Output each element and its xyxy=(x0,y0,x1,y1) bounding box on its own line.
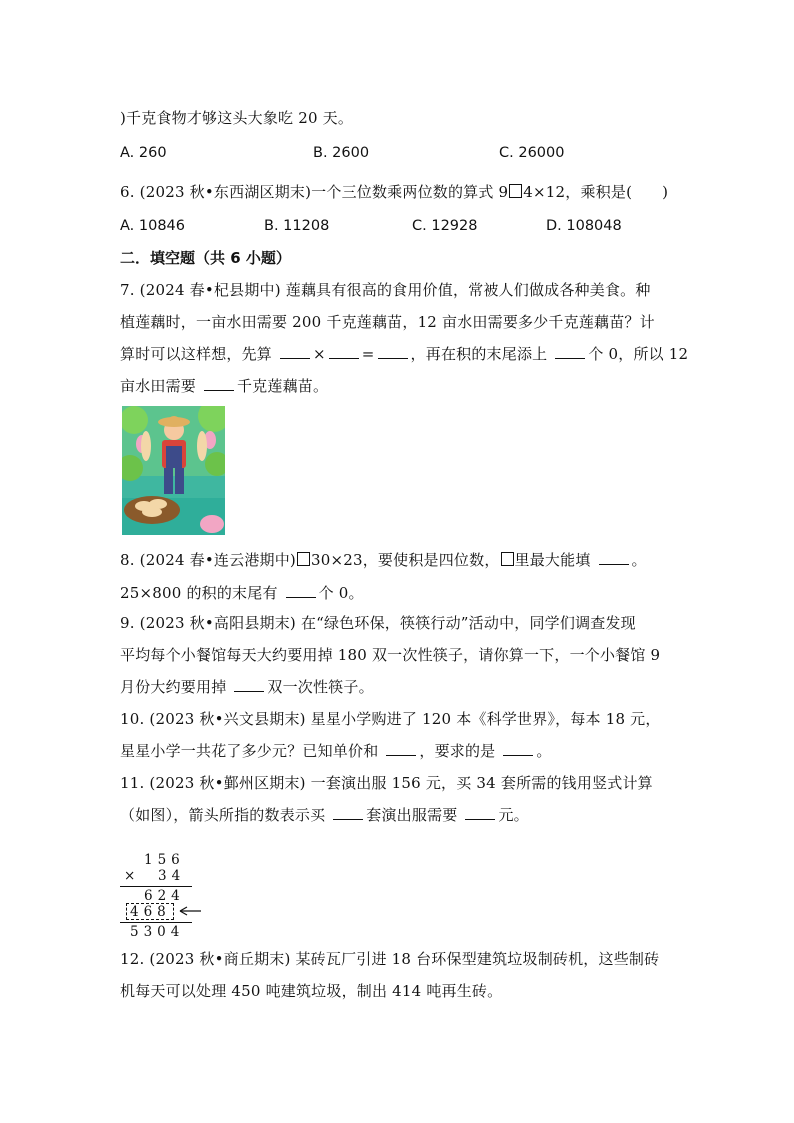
question-7-line-1: 7. (2024 春•杞县期中) 莲藕具有很高的食用价值，常被人们做成各种美食。种 xyxy=(120,281,651,299)
equals-sign: = xyxy=(361,345,375,363)
digit-box xyxy=(297,552,310,566)
answer-blank[interactable] xyxy=(204,378,234,391)
q5-option-a: A. 260 xyxy=(120,145,167,161)
calc-multiplier: 34 xyxy=(158,868,186,884)
q6-option-b: B. 11208 xyxy=(264,218,330,234)
question-10-line-2 xyxy=(120,740,552,761)
q6-text-pre: 6. (2023 秋•东西湖区期末)一个三位数乘两位数的算式 9 xyxy=(120,183,509,201)
question-12-line-1: 12. (2023 秋•商丘期末) 某砖瓦厂引进 18 台环保型建筑垃圾制砖机，这些制砖 xyxy=(120,950,660,968)
answer-blank[interactable] xyxy=(465,807,495,820)
answer-blank[interactable] xyxy=(329,346,359,359)
answer-blank[interactable] xyxy=(286,585,316,598)
q11-text-a: （如图），箭头所指的数表示买 xyxy=(120,806,326,824)
vertical-multiplication xyxy=(118,852,208,942)
answer-blank[interactable] xyxy=(333,807,363,820)
times-sign: × xyxy=(312,345,326,363)
q8-text-e: 25×800 的积的末尾有 xyxy=(120,584,278,602)
q5-option-c: C. 26000 xyxy=(499,145,565,161)
question-7-line-3 xyxy=(120,343,688,364)
question-10-line-1: 10. (2023 秋•兴文县期末) 星星小学购进了 120 本《科学世界》，每本 18 元， xyxy=(120,710,661,728)
q8-text-b: 30×23，要使积是四位数， xyxy=(310,551,500,569)
q8-text-d: 。 xyxy=(631,551,647,569)
calc-partial-1: 624 xyxy=(144,888,185,904)
calc-product: 5304 xyxy=(130,924,185,940)
q6-option-d: D. 108048 xyxy=(546,218,622,234)
q8-text-a: 8. (2024 春•连云港期中) xyxy=(120,551,296,569)
answer-blank[interactable] xyxy=(386,743,416,756)
calc-multiplicand: 156 xyxy=(144,852,185,868)
q8-text-c: 里最大能填 xyxy=(514,551,591,569)
times-sign: × xyxy=(124,868,141,884)
arrow-left-icon xyxy=(176,904,202,918)
calc-partial-2: 468 xyxy=(130,904,171,920)
question-9-line-2: 平均每个小餐馆每天大约要用掉 180 双一次性筷子，请你算一下，一个小餐馆 9 xyxy=(120,646,661,664)
q7-text-e: 千克莲藕苗。 xyxy=(236,377,329,395)
q6-option-a: A. 10846 xyxy=(120,218,186,234)
digit-box xyxy=(501,552,514,566)
q8-text-f: 个 0。 xyxy=(318,584,364,602)
question-11-line-1: 11. (2023 秋•鄞州区期末) 一套演出服 156 元，买 34 套所需的钱用竖式计算 xyxy=(120,774,653,792)
q6-close-paren: ) xyxy=(662,183,669,201)
q6-text-post: 4×12，乘积是( xyxy=(523,183,633,201)
question-8-line-1 xyxy=(120,549,647,570)
q10-text-a: 星星小学一共花了多少元？已知单价和 xyxy=(120,742,379,760)
farmer-lotus-illustration xyxy=(122,406,225,535)
answer-blank[interactable] xyxy=(555,346,585,359)
section-heading: 二．填空题（共 6 小题） xyxy=(120,249,291,267)
digit-box xyxy=(509,184,522,198)
q7-text-b: ，再在积的末尾添上 xyxy=(410,345,548,363)
answer-blank[interactable] xyxy=(503,743,533,756)
q11-text-b: 套演出服需要 xyxy=(366,806,458,824)
q7-text-a: 算时可以这样想，先算 xyxy=(120,345,273,363)
question-9-line-3 xyxy=(120,676,374,697)
q6-option-c: C. 12928 xyxy=(412,218,478,234)
question-12-line-2: 机每天可以处理 450 吨建筑垃圾，制出 414 吨再生砖。 xyxy=(120,982,503,1000)
q9-text-a: 月份大约要用掉 xyxy=(120,678,227,696)
question-6 xyxy=(120,181,668,202)
q10-text-c: 。 xyxy=(536,742,552,760)
q11-text-c: 元。 xyxy=(498,806,529,824)
q10-text-b: ，要求的是 xyxy=(419,742,496,760)
answer-blank[interactable] xyxy=(234,679,264,692)
question-8-line-2 xyxy=(120,582,364,603)
question-11-line-2 xyxy=(120,804,529,825)
q7-text-d: 亩水田需要 xyxy=(120,377,197,395)
q7-text-c: 个 0，所以 12 xyxy=(588,345,689,363)
q5-option-b: B. 2600 xyxy=(313,145,370,161)
question-7-line-4 xyxy=(120,375,328,396)
answer-blank[interactable] xyxy=(599,552,629,565)
answer-blank[interactable] xyxy=(378,346,408,359)
answer-blank[interactable] xyxy=(280,346,310,359)
q9-text-b: 双一次性筷子。 xyxy=(267,678,374,696)
question-5-tail: )千克食物才够这头大象吃 20 天。 xyxy=(120,109,354,127)
question-9-line-1: 9. (2023 秋•高阳县期末) 在“绿色环保，筷筷行动”活动中，同学们调查发现 xyxy=(120,614,636,632)
question-7-line-2: 植莲藕时，一亩水田需要 200 千克莲藕苗，12 亩水田需要多少千克莲藕苗？计 xyxy=(120,313,655,331)
